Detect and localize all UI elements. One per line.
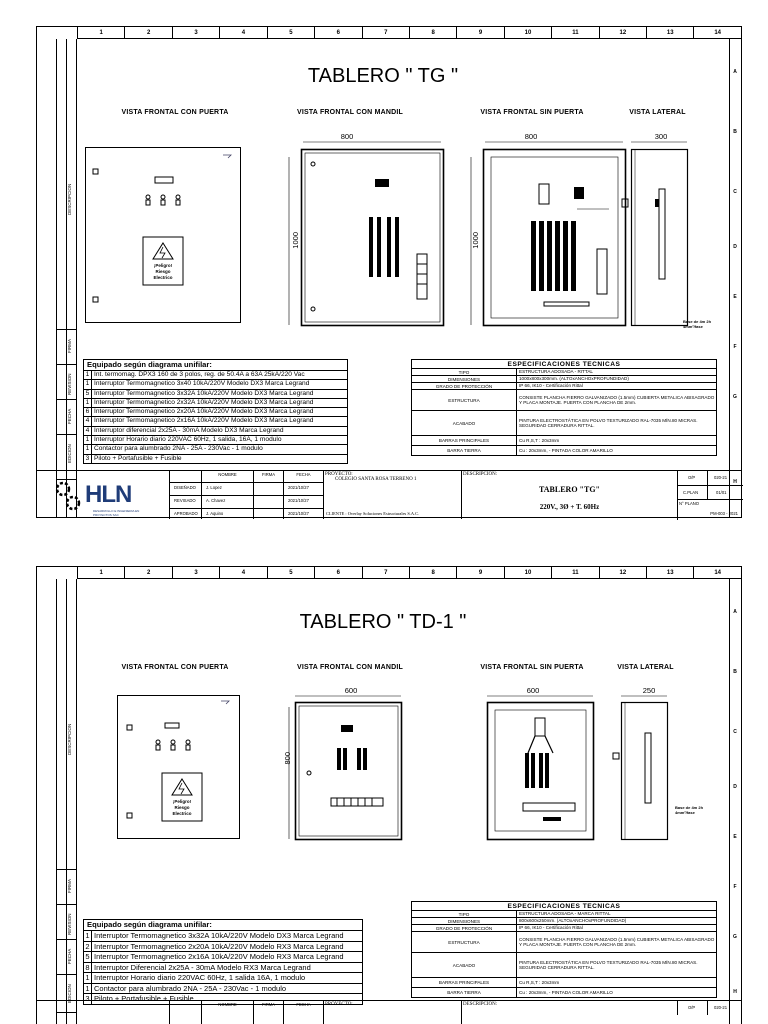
list-item: 1 Interruptor Termomagnetico 2x32A 10kA/220V Modelo DX3 Marca Legrand — [84, 398, 347, 407]
spec-table: ESPECIFICACIONES TECNICAS TIPO ESTRUCTURA ADOSADA - RITTAL DIMENSIONES 1000x800x300mm. (ALTOxANCHOxPROFUNDIDAD) GRADO DE PROTECCIÓN IP 66, IK10 - Certificación Rittal ESTRUCTURA CONSISTE PLANCHA FIERRO GALVANIZADO (1.5mm) CUBIERTA METALICA ABISAGRADO Y PLACA MONTAJE. PUERTA CON PLANCHA DE 2mm. ACABADO PINTURA ELECTROSTÁTICA EN POLVO TEXTURIZADO RAL-7035 MÍN.80 MICRAS. SEGURIDAD CERRADURA RITTAL. BARRAS PRINCIPALES Cu R,S,T : 20x3mm BARRA TIERRA Cu : 20x3mm, - PINTADA COLOR AMARILLO — [411, 359, 717, 456]
list-item: 4 Interruptor Termomagnetico 2x16A 10kA/220V Modelo DX3 Marca Legrand — [84, 416, 347, 425]
panel-side-drawing — [617, 139, 697, 329]
width-dimension: 800 — [524, 132, 538, 141]
description-cell: DESCRIPCION: TABLERO "TG" 220V., 3Ø + T. 60Hz — [461, 471, 677, 519]
list-item: 2 Interruptor Termomagnetico 2x20A 10kA/220V Modelo RX3 Marca Legrand — [84, 941, 362, 952]
spec-row: BARRA TIERRA Cu : 20x3mm, - PINTADA COLOR AMARILLO — [412, 988, 716, 997]
project-cell: PROYECTO: COLEGIO SANTA ROSA TERRENO 1 CLIENTE : Overlay Soluciones Estructurales S.A.C. — [323, 471, 461, 519]
list-item: 5 Interruptor Termomagnetico 2x16A 10kA/220V Modelo RX3 Marca Legrand — [84, 951, 362, 962]
width-dimension: 600 — [526, 686, 540, 695]
view-heading: VISTA FRONTAL SIN PUERTA — [480, 109, 584, 116]
view-heading: VISTA LATERAL — [617, 664, 674, 671]
panel-open-drawing — [459, 139, 639, 329]
drawing-title: TABLERO " TD-1 " — [299, 611, 467, 633]
revision-strip: DESCRIPCION FIRMA REVISION FECHA EDICION — [37, 39, 77, 517]
spec-row: ACABADO PINTURA ELECTROSTÁTICA EN POLVO TEXTURIZADO RAL-7035 MÍN.80 MICRAS. SEGURIDAD CERRADURA RITTAL. — [412, 411, 716, 436]
title-block: NOMBRE FIRMA FECHA PROYECTO: DESCRIPCION: O/P 020-21 — [37, 1000, 741, 1024]
column-ruler: 1 2 3 4 5 6 7 8 9 10 11 12 13 14 — [77, 567, 741, 579]
spec-row: BARRAS PRINCIPALES Cu R,S,T : 20x3mm — [412, 978, 716, 988]
spec-row: GRADO DE PROTECCIÓN IP 66, IK10 - Certificación Rittal — [412, 925, 716, 932]
column-ruler: 1 2 3 4 5 6 7 8 9 10 11 12 13 14 — [77, 27, 741, 39]
warning-line: Riesgo — [174, 805, 190, 810]
spec-row: GRADO DE PROTECCIÓN IP 66, IK10 - Certificación Rittal — [412, 383, 716, 390]
revision-strip: DESCRIPCION FIRMA REVISION FECHA EDICION — [37, 579, 77, 1024]
list-item: 1 Interruptor Horario diario 220VAC 60Hz, 1 salida 16A, 1 modulo — [84, 972, 362, 983]
row-ruler: A B C D E F G H — [729, 579, 741, 1024]
drawing-sheet-td1 — [36, 566, 742, 1024]
panel-side-drawing — [609, 693, 679, 843]
panel-open-drawing — [473, 693, 613, 843]
side-note: Base de 4m 2h 4mm²/fase — [675, 805, 704, 815]
list-item: 3 Piloto + Portafusible + Fusible — [84, 454, 347, 463]
view-heading: VISTA FRONTAL SIN PUERTA — [480, 664, 584, 671]
list-item: 6 Interruptor Termomagnetico 2x20A 10kA/220V Modelo DX3 Marca Legrand — [84, 407, 347, 416]
warning-line: Electrico — [172, 811, 192, 816]
list-item: 1 Interruptor Horario diario 220VAC 60Hz, 1 salida, 16A, 1 modulo — [84, 435, 347, 444]
spec-row: ESTRUCTURA CONSISTE PLANCHA FIERRO GALVANIZADO (1.5mm) CUBIERTA METALICA ABISAGRADO Y PLACA MONTAJE. PUERTA CON PLANCHA DE 2mm. — [412, 390, 716, 411]
spec-row: ESTRUCTURA CONSISTE PLANCHA FIERRO GALVANIZADO (1.5mm) CUBIERTA METALICA ABISAGRADO Y PLACA MONTAJE. PUERTA CON PLANCHA DE 2mm. — [412, 932, 716, 953]
equipment-list: Equipado según diagrama unifilar: 1 Int. termomag. DPX3 160 de 3 polos, reg. de 50.4A a 63A 25kA/220 Vac 1 Interruptor Termomagnetico 3x40 10kA/220V Modelo DX3 Marca Legrand 5 Interruptor Termomagnetico 3x32A 10kA/220V Modelo DX3 Marca Legrand 1 Interruptor Termomagnetico 2x32A 10kA/220V Modelo DX3 Marca Legrand 6 Interruptor Termomagnetico 2x20A 10kA/220V Modelo DX3 Marca Legrand 4 Interruptor Termomagnetico 2x16A 10kA/220V Modelo DX3 Marca Legrand 4 Interruptor diferencial 2x25A - 30mA Modelo DX3 Marca Legrand 1 Interruptor Horario diario 220VAC 60Hz, 1 salida, 16A, 1 modulo 1 Contactor para alumbrado 2NA - 25A - 230Vac - 1 modulo 3 Piloto + Portafusible + Fusible — [83, 359, 348, 464]
height-dimension: 1000 — [291, 232, 300, 249]
warning-line: ¡Peligro! — [153, 263, 173, 268]
view-heading: VISTA FRONTAL CON PUERTA — [121, 664, 229, 671]
view-heading: VISTA FRONTAL CON PUERTA — [121, 109, 229, 116]
warning-line: Electrico — [153, 275, 173, 280]
list-item: 4 Interruptor diferencial 2x25A - 30mA Modelo DX3 Marca Legrand — [84, 426, 347, 435]
list-item: 1 Contactor para alumbrado 2NA - 25A - 230Vac - 1 modulo — [84, 983, 362, 994]
list-item: 1 Int. termomag. DPX3 160 de 3 polos, reg. de 50.4A a 63A 25kA/220 Vac — [84, 370, 347, 379]
warning-line: Riesgo — [155, 269, 171, 274]
equipment-list: Equipado según diagrama unifilar: 1 Interruptor Termomagnetico 3x32A 10kA/220V Modelo DX3 Marca Legrand 2 Interruptor Termomagnetico 2x20A 10kA/220V Modelo RX3 Marca Legrand 5 Interruptor Termomagnetico 2x16A 10kA/220V Modelo RX3 Marca Legrand 8 Interruptor Diferencial 2x25A - 30mA Modelo RX3 Marca Legrand 1 Interruptor Horario diario 220VAC 60Hz, 1 salida 16A, 1 modulo 1 Contactor para alumbrado 2NA - 25A - 230Vac - 1 modulo 3 Piloto + Portafusible + Fusible — [83, 919, 363, 1005]
view-heading: VISTA LATERAL — [629, 109, 686, 116]
height-dimension: 1000 — [471, 232, 480, 249]
list-item: 8 Interruptor Diferencial 2x25A - 30mA Modelo RX3 Marca Legrand — [84, 962, 362, 973]
list-item: 5 Interruptor Termomagnetico 3x32A 10kA/220V Modelo DX3 Marca Legrand — [84, 389, 347, 398]
list-item: 1 Interruptor Termomagnetico 3x40 10kA/220V Modelo DX3 Marca Legrand — [84, 379, 347, 388]
spec-row: DIMENSIONES 1000x800x300mm. (ALTOxANCHOxPROFUNDIDAD) — [412, 376, 716, 383]
spec-row: TIPO ESTRUCTURA ADOSADA - RITTAL — [412, 369, 716, 376]
warning-line: ¡Peligro! — [172, 799, 192, 804]
row-ruler: A B C D E F G H — [729, 39, 741, 517]
company-logo: HLN DESARROLLO E INGENIERIA EN PROYECTOS SAC — [37, 471, 169, 519]
drawing-sheet-tg — [36, 26, 742, 518]
width-dimension: 600 — [344, 686, 358, 695]
view-heading: VISTA FRONTAL CON MANDIL — [296, 664, 404, 671]
list-item: 1 Interruptor Termomagnetico 3x32A 10kA/220V Modelo DX3 Marca Legrand — [84, 930, 362, 941]
depth-dimension: 250 — [642, 686, 656, 695]
spec-table: ESPECIFICACIONES TECNICAS TIPO ESTRUCTURA ADOSADA - MARCA RITTAL DIMENSIONES 800x600x250mm. (ALTOxANCHOxPROFUNDIDAD) GRADO DE PROTECCIÓN IP 66, IK10 - Certificación Rittal ESTRUCTURA CONSISTE PLANCHA FIERRO GALVANIZADO (1.5mm) CUBIERTA METALICA ABISAGRADO Y PLACA MONTAJE. PUERTA CON PLANCHA DE 2mm. ACABADO PINTURA ELECTROSTÁTICA EN POLVO TEXTURIZADO RAL-7035 MÍN.80 MICRAS. SEGURIDAD CERRADURA RITTAL. BARRAS PRINCIPALES Cu R,S,T : 20x3mm BARRA TIERRA Cu : 20x3mm, - PINTADA COLOR AMARILLO — [411, 901, 717, 998]
panel-front-door-drawing — [85, 147, 245, 327]
depth-dimension: 300 — [654, 132, 668, 141]
drawing-title: TABLERO " TG " — [307, 65, 459, 87]
title-block: HLN DESARROLLO E INGENIERIA EN PROYECTOS SAC DISEÑADO REVISADO APROBADO NOMBRE J. Lopez A. Chavez J. Aquino FIRMA FECHA 2021/10/27 2021/10/27 2021/10/27 PROYECTO: COLEGIO SANTA ROSA TERRENO 1 CLIENTE : Overlay Soluciones Estructurales S.A.C. DESCRIPCION: TABLERO "TG" 220V., 3Ø + T. 60Hz O/P 020-21 C.PLAN 01/01 N° PLANO PM-003 - 2021 — [37, 470, 741, 519]
width-dimension: 800 — [340, 132, 354, 141]
list-item: 3 Piloto + Portafusible + Fusible — [84, 993, 362, 1004]
panel-front-door-drawing — [117, 695, 247, 845]
side-note: Base de 4m 2h 4mm²/fase — [683, 319, 712, 329]
panel-mandil-drawing — [281, 693, 421, 843]
spec-row: BARRAS PRINCIPALES Cu R,S,T : 20x3mm — [412, 436, 716, 446]
height-dimension: 800 — [283, 752, 292, 765]
spec-row: ACABADO PINTURA ELECTROSTÁTICA EN POLVO TEXTURIZADO RAL-7035 MÍN.80 MICRAS. SEGURIDAD CERRADURA RITTAL. — [412, 953, 716, 978]
panel-mandil-drawing — [277, 139, 457, 329]
list-item: 1 Contactor para alumbrado 2NA - 25A - 230Vac - 1 modulo — [84, 444, 347, 453]
gear-logo-icon — [53, 479, 83, 513]
spec-row: BARRA TIERRA Cu : 20x3mm, - PINTADA COLOR AMARILLO — [412, 446, 716, 455]
spec-row: DIMENSIONES 800x600x250mm. (ALTOxANCHOxPROFUNDIDAD) — [412, 918, 716, 925]
spec-row: TIPO ESTRUCTURA ADOSADA - MARCA RITTAL — [412, 911, 716, 918]
view-heading: VISTA FRONTAL CON MANDIL — [296, 109, 404, 116]
